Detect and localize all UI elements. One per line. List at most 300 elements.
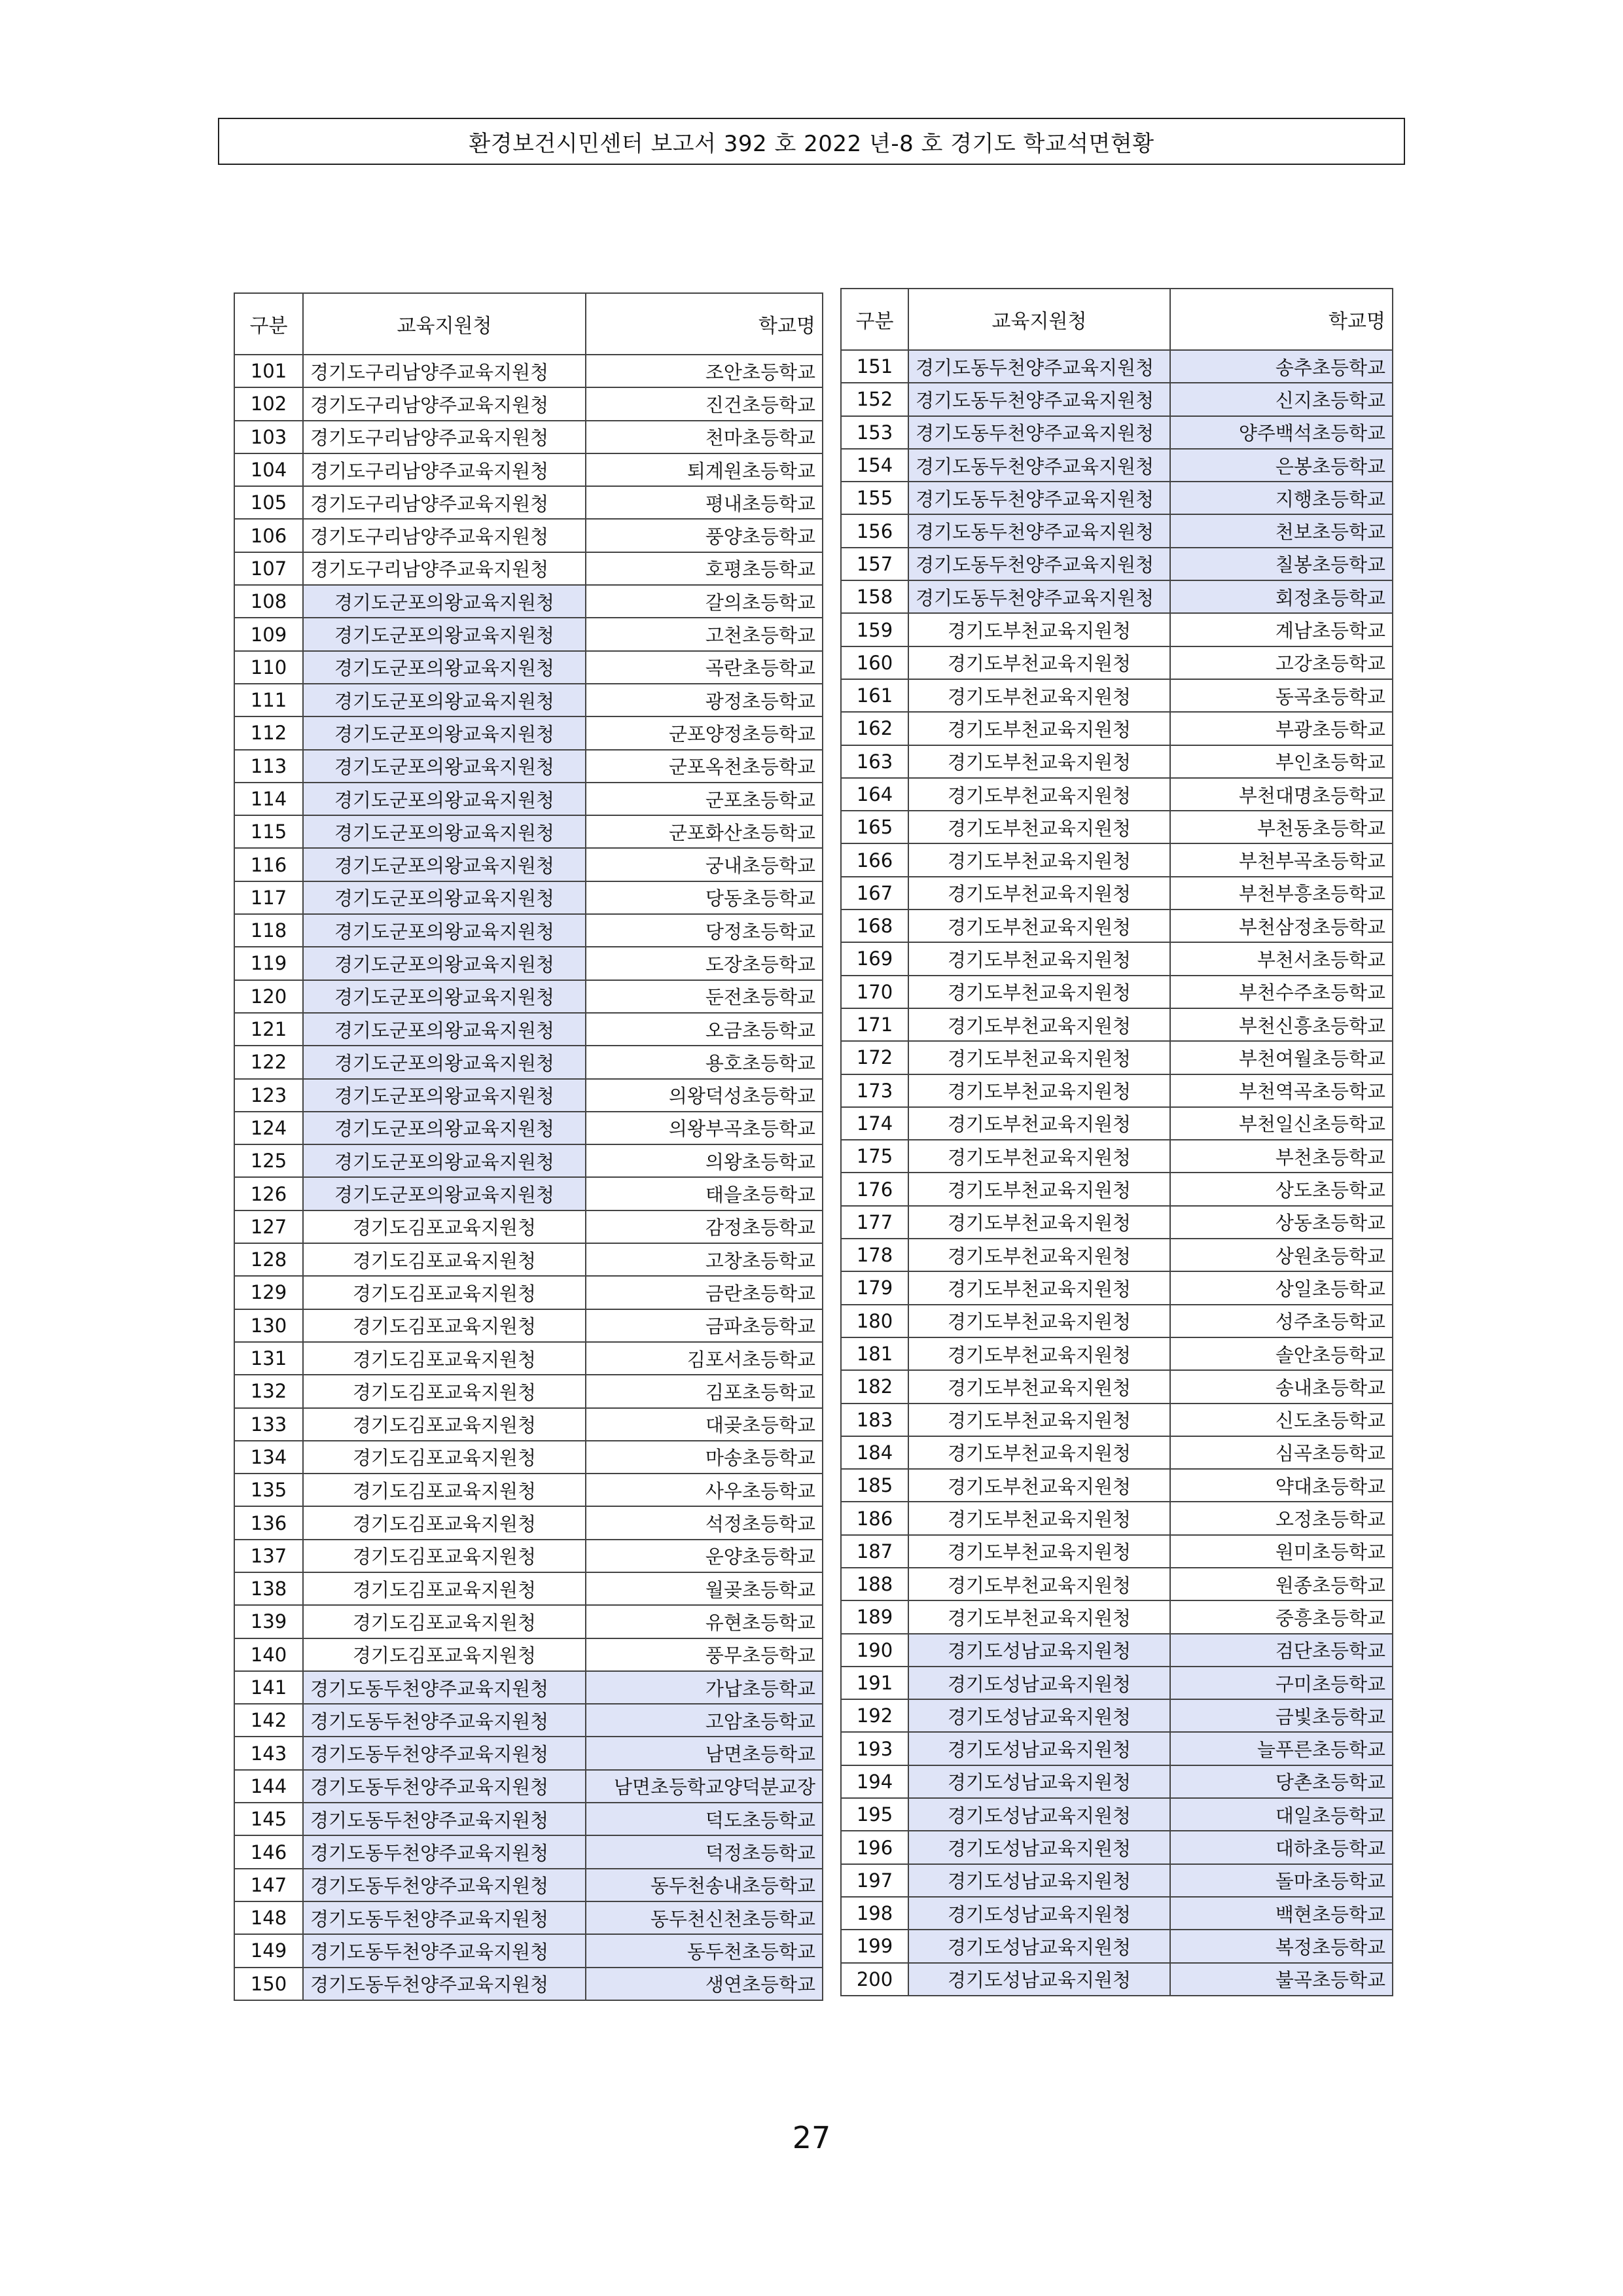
table-row — [234, 881, 823, 914]
table-row — [234, 1210, 823, 1243]
office-cell: 경기도동두천양주교육지원청 — [303, 1869, 586, 1901]
office-cell: 경기도동두천양주교육지원청 — [303, 1901, 586, 1934]
row-number: 156 — [841, 514, 908, 547]
row-number: 132 — [234, 1375, 303, 1407]
office-cell: 경기도성남교육지원청 — [908, 1732, 1170, 1765]
table-row — [234, 716, 823, 749]
row-number: 157 — [841, 548, 908, 580]
table-row — [841, 1667, 1393, 1699]
office-cell: 경기도성남교육지원청 — [908, 1831, 1170, 1863]
row-number: 143 — [234, 1737, 303, 1769]
table-row — [234, 618, 823, 650]
table-row — [234, 651, 823, 684]
office-cell: 경기도부천교육지원청 — [908, 1370, 1170, 1403]
row-number: 117 — [234, 881, 303, 914]
school-cell: 감정초등학교 — [586, 1210, 823, 1243]
school-cell: 당정초등학교 — [586, 914, 823, 947]
school-cell: 중흥초등학교 — [1170, 1600, 1393, 1633]
office-cell: 경기도부천교육지원청 — [908, 1404, 1170, 1436]
school-cell: 곡란초등학교 — [586, 651, 823, 684]
row-number: 165 — [841, 811, 908, 843]
school-cell: 부천서초등학교 — [1170, 942, 1393, 975]
school-cell: 당촌초등학교 — [1170, 1765, 1393, 1798]
school-cell: 덕정초등학교 — [586, 1835, 823, 1868]
row-number: 121 — [234, 1013, 303, 1046]
office-cell: 경기도김포교육지원청 — [303, 1506, 586, 1539]
column-header-school: 학교명 — [586, 293, 823, 355]
table-row — [841, 1041, 1393, 1074]
row-number: 140 — [234, 1638, 303, 1671]
table-row — [234, 1934, 823, 1967]
row-number: 184 — [841, 1436, 908, 1469]
office-cell: 경기도김포교육지원청 — [303, 1375, 586, 1407]
office-cell: 경기도군포의왕교육지원청 — [303, 585, 586, 618]
school-cell: 군포옥천초등학교 — [586, 750, 823, 783]
row-number: 176 — [841, 1173, 908, 1205]
school-cell: 군포초등학교 — [586, 783, 823, 815]
school-table-left — [234, 292, 823, 2001]
row-number: 159 — [841, 613, 908, 646]
office-cell: 경기도성남교육지원청 — [908, 1667, 1170, 1699]
office-cell: 경기도군포의왕교육지원청 — [303, 1144, 586, 1177]
table-row — [841, 383, 1393, 415]
row-number: 194 — [841, 1765, 908, 1798]
table-row — [841, 646, 1393, 679]
school-cell: 둔전초등학교 — [586, 980, 823, 1013]
office-cell: 경기도부천교육지원청 — [908, 1173, 1170, 1205]
office-cell: 경기도부천교육지원청 — [908, 1107, 1170, 1140]
office-cell: 경기도성남교육지원청 — [908, 1634, 1170, 1667]
table-row — [841, 580, 1393, 613]
row-number: 192 — [841, 1699, 908, 1732]
table-row — [841, 350, 1393, 383]
row-number: 175 — [841, 1140, 908, 1173]
office-cell: 경기도부천교육지원청 — [908, 1502, 1170, 1534]
row-number: 168 — [841, 910, 908, 942]
report-title: 환경보건시민센터 보고서 392 호 2022 년-8 호 경기도 학교석면현황 — [469, 130, 1154, 157]
office-cell: 경기도구리남양주교육지원청 — [303, 552, 586, 585]
table-row — [234, 815, 823, 848]
row-number: 155 — [841, 482, 908, 514]
row-number: 111 — [234, 684, 303, 716]
office-cell: 경기도동두천양주교육지원청 — [303, 1835, 586, 1868]
school-cell: 퇴계원초등학교 — [586, 453, 823, 486]
row-number: 128 — [234, 1243, 303, 1276]
office-cell: 경기도동두천양주교육지원청 — [908, 482, 1170, 514]
row-number: 181 — [841, 1337, 908, 1370]
office-cell: 경기도구리남양주교육지원청 — [303, 453, 586, 486]
office-cell: 경기도부천교육지원청 — [908, 745, 1170, 778]
school-cell: 부천역곡초등학교 — [1170, 1074, 1393, 1107]
school-cell: 부광초등학교 — [1170, 712, 1393, 745]
table-row — [841, 548, 1393, 580]
office-cell: 경기도구리남양주교육지원청 — [303, 519, 586, 552]
school-cell: 불곡초등학교 — [1170, 1963, 1393, 1996]
row-number: 136 — [234, 1506, 303, 1539]
row-number: 141 — [234, 1671, 303, 1704]
office-cell: 경기도성남교육지원청 — [908, 1864, 1170, 1897]
table-row — [234, 1309, 823, 1342]
row-number: 166 — [841, 843, 908, 876]
school-cell: 원종초등학교 — [1170, 1568, 1393, 1600]
office-cell: 경기도김포교육지원청 — [303, 1638, 586, 1671]
table-row — [234, 1079, 823, 1112]
school-cell: 고창초등학교 — [586, 1243, 823, 1276]
school-cell: 금빛초등학교 — [1170, 1699, 1393, 1732]
school-cell: 김포서초등학교 — [586, 1342, 823, 1375]
office-cell: 경기도부천교육지원청 — [908, 1568, 1170, 1600]
office-cell: 경기도동두천양주교육지원청 — [908, 514, 1170, 547]
office-cell: 경기도부천교육지원청 — [908, 712, 1170, 745]
row-number: 114 — [234, 783, 303, 815]
row-number: 180 — [841, 1305, 908, 1337]
row-number: 119 — [234, 947, 303, 980]
row-number: 133 — [234, 1408, 303, 1441]
table-row — [234, 1144, 823, 1177]
office-cell: 경기도부천교육지원청 — [908, 1305, 1170, 1337]
school-cell: 상도초등학교 — [1170, 1173, 1393, 1205]
school-cell: 김포초등학교 — [586, 1375, 823, 1407]
office-cell: 경기도군포의왕교육지원청 — [303, 1013, 586, 1046]
table-row — [841, 1502, 1393, 1534]
row-number: 162 — [841, 712, 908, 745]
table-row — [234, 1605, 823, 1638]
office-cell: 경기도구리남양주교육지원청 — [303, 486, 586, 519]
office-cell: 경기도부천교육지원청 — [908, 942, 1170, 975]
school-cell: 약대초등학교 — [1170, 1469, 1393, 1502]
row-number: 104 — [234, 453, 303, 486]
table-row — [841, 1600, 1393, 1633]
office-cell: 경기도부천교육지원청 — [908, 1074, 1170, 1107]
office-cell: 경기도구리남양주교육지원청 — [303, 355, 586, 387]
table-row — [234, 486, 823, 519]
school-cell: 검단초등학교 — [1170, 1634, 1393, 1667]
row-number: 109 — [234, 618, 303, 650]
office-cell: 경기도군포의왕교육지원청 — [303, 651, 586, 684]
row-number: 178 — [841, 1239, 908, 1271]
table-row — [234, 1901, 823, 1934]
row-number: 160 — [841, 646, 908, 679]
row-number: 108 — [234, 585, 303, 618]
school-cell: 부천동초등학교 — [1170, 811, 1393, 843]
table-row — [234, 1968, 823, 2000]
table-row — [234, 848, 823, 881]
office-cell: 경기도김포교육지원청 — [303, 1276, 586, 1309]
table-row — [841, 1798, 1393, 1831]
school-cell: 부천일신초등학교 — [1170, 1107, 1393, 1140]
school-cell: 부천초등학교 — [1170, 1140, 1393, 1173]
row-number: 200 — [841, 1963, 908, 1996]
office-cell: 경기도성남교육지원청 — [908, 1930, 1170, 1962]
school-cell: 은봉초등학교 — [1170, 449, 1393, 482]
school-cell: 부천부곡초등학교 — [1170, 843, 1393, 876]
school-cell: 복정초등학교 — [1170, 1930, 1393, 1962]
row-number: 167 — [841, 877, 908, 910]
table-row — [841, 1568, 1393, 1600]
row-number: 137 — [234, 1540, 303, 1572]
office-cell: 경기도성남교육지원청 — [908, 1798, 1170, 1831]
table-row — [234, 750, 823, 783]
office-cell: 경기도성남교육지원청 — [908, 1897, 1170, 1930]
table-row — [234, 1375, 823, 1407]
office-cell: 경기도김포교육지원청 — [303, 1309, 586, 1342]
row-number: 172 — [841, 1041, 908, 1074]
school-cell: 심곡초등학교 — [1170, 1436, 1393, 1469]
row-number: 173 — [841, 1074, 908, 1107]
office-cell: 경기도김포교육지원청 — [303, 1408, 586, 1441]
row-number: 106 — [234, 519, 303, 552]
school-cell: 가납초등학교 — [586, 1671, 823, 1704]
row-number: 115 — [234, 815, 303, 848]
school-cell: 용호초등학교 — [586, 1046, 823, 1078]
table-row — [234, 1869, 823, 1901]
row-number: 179 — [841, 1271, 908, 1304]
office-cell: 경기도김포교육지원청 — [303, 1572, 586, 1605]
table-row — [234, 1540, 823, 1572]
office-cell: 경기도부천교육지원청 — [908, 1041, 1170, 1074]
column-header-no: 구분 — [841, 289, 908, 350]
row-number: 191 — [841, 1667, 908, 1699]
office-cell: 경기도구리남양주교육지원청 — [303, 421, 586, 453]
table-row — [234, 1441, 823, 1474]
table-row — [234, 1408, 823, 1441]
office-cell: 경기도동두천양주교육지원청 — [908, 449, 1170, 482]
column-header-office: 교육지원청 — [908, 289, 1170, 350]
table-row — [841, 1140, 1393, 1173]
office-cell: 경기도동두천양주교육지원청 — [303, 1803, 586, 1835]
table-row — [234, 947, 823, 980]
office-cell: 경기도동두천양주교육지원청 — [908, 383, 1170, 415]
row-number: 195 — [841, 1798, 908, 1831]
office-cell: 경기도부천교육지원청 — [908, 613, 1170, 646]
school-cell: 유현초등학교 — [586, 1605, 823, 1638]
office-cell: 경기도동두천양주교육지원청 — [908, 416, 1170, 449]
school-cell: 덕도초등학교 — [586, 1803, 823, 1835]
office-cell: 경기도부천교육지원청 — [908, 1535, 1170, 1568]
office-cell: 경기도동두천양주교육지원청 — [303, 1704, 586, 1737]
page-number: 27 — [792, 2120, 831, 2155]
school-cell: 동두천송내초등학교 — [586, 1869, 823, 1901]
office-cell: 경기도부천교육지원청 — [908, 679, 1170, 712]
row-number: 112 — [234, 716, 303, 749]
table-row — [841, 1699, 1393, 1732]
office-cell: 경기도동두천양주교육지원청 — [303, 1770, 586, 1803]
school-cell: 운양초등학교 — [586, 1540, 823, 1572]
school-cell: 신지초등학교 — [1170, 383, 1393, 415]
row-number: 129 — [234, 1276, 303, 1309]
school-cell: 궁내초등학교 — [586, 848, 823, 881]
school-cell: 성주초등학교 — [1170, 1305, 1393, 1337]
school-cell: 금파초등학교 — [586, 1309, 823, 1342]
table-row — [841, 1107, 1393, 1140]
table-row — [234, 1803, 823, 1835]
row-number: 170 — [841, 976, 908, 1008]
table-row — [841, 1008, 1393, 1041]
row-number: 193 — [841, 1732, 908, 1765]
column-header-no: 구분 — [234, 293, 303, 355]
table-row — [841, 712, 1393, 745]
row-number: 163 — [841, 745, 908, 778]
row-number: 199 — [841, 1930, 908, 1962]
school-cell: 송내초등학교 — [1170, 1370, 1393, 1403]
row-number: 125 — [234, 1144, 303, 1177]
row-number: 164 — [841, 778, 908, 811]
office-cell: 경기도동두천양주교육지원청 — [908, 548, 1170, 580]
school-cell: 광정초등학교 — [586, 684, 823, 716]
school-cell: 평내초등학교 — [586, 486, 823, 519]
row-number: 158 — [841, 580, 908, 613]
table-row — [841, 910, 1393, 942]
office-cell: 경기도군포의왕교육지원청 — [303, 848, 586, 881]
school-cell: 동두천신천초등학교 — [586, 1901, 823, 1934]
table-row — [841, 613, 1393, 646]
office-cell: 경기도부천교육지원청 — [908, 1271, 1170, 1304]
row-number: 124 — [234, 1112, 303, 1144]
table-row — [234, 387, 823, 420]
table-row — [841, 1271, 1393, 1304]
table-row — [841, 942, 1393, 975]
row-number: 188 — [841, 1568, 908, 1600]
school-cell: 계남초등학교 — [1170, 613, 1393, 646]
table-row — [841, 1239, 1393, 1271]
row-number: 197 — [841, 1864, 908, 1897]
row-number: 174 — [841, 1107, 908, 1140]
school-cell: 생연초등학교 — [586, 1968, 823, 2000]
school-cell: 부천신흥초등학교 — [1170, 1008, 1393, 1041]
school-cell: 백현초등학교 — [1170, 1897, 1393, 1930]
school-cell: 상동초등학교 — [1170, 1206, 1393, 1239]
office-cell: 경기도구리남양주교육지원청 — [303, 387, 586, 420]
row-number: 161 — [841, 679, 908, 712]
row-number: 189 — [841, 1600, 908, 1633]
school-cell: 대하초등학교 — [1170, 1831, 1393, 1863]
school-cell: 상원초등학교 — [1170, 1239, 1393, 1271]
school-cell: 천마초등학교 — [586, 421, 823, 453]
row-number: 144 — [234, 1770, 303, 1803]
row-number: 182 — [841, 1370, 908, 1403]
office-cell: 경기도군포의왕교육지원청 — [303, 947, 586, 980]
office-cell: 경기도군포의왕교육지원청 — [303, 1177, 586, 1210]
table-row — [234, 783, 823, 815]
office-cell: 경기도김포교육지원청 — [303, 1605, 586, 1638]
table-row — [841, 1831, 1393, 1863]
table-row — [841, 1074, 1393, 1107]
row-number: 139 — [234, 1605, 303, 1638]
school-cell: 양주백석초등학교 — [1170, 416, 1393, 449]
school-cell: 회정초등학교 — [1170, 580, 1393, 613]
office-cell: 경기도부천교육지원청 — [908, 910, 1170, 942]
row-number: 130 — [234, 1309, 303, 1342]
school-cell: 고천초등학교 — [586, 618, 823, 650]
office-cell: 경기도부천교육지원청 — [908, 1239, 1170, 1271]
table-row — [234, 1046, 823, 1078]
school-cell: 고강초등학교 — [1170, 646, 1393, 679]
office-cell: 경기도부천교육지원청 — [908, 843, 1170, 876]
office-cell: 경기도동두천양주교육지원청 — [908, 350, 1170, 383]
row-number: 138 — [234, 1572, 303, 1605]
office-cell: 경기도성남교육지원청 — [908, 1765, 1170, 1798]
table-row — [841, 514, 1393, 547]
school-cell: 부천대명초등학교 — [1170, 778, 1393, 811]
office-cell: 경기도부천교육지원청 — [908, 778, 1170, 811]
school-table-right — [840, 288, 1393, 1996]
table-row — [234, 1835, 823, 1868]
office-cell: 경기도군포의왕교육지원청 — [303, 881, 586, 914]
office-cell: 경기도부천교육지원청 — [908, 1469, 1170, 1502]
school-cell: 갈의초등학교 — [586, 585, 823, 618]
school-cell: 의왕초등학교 — [586, 1144, 823, 1177]
table-row — [841, 1535, 1393, 1568]
table-header-row — [234, 293, 823, 355]
table-row — [841, 1337, 1393, 1370]
row-number: 101 — [234, 355, 303, 387]
school-cell: 의왕부곡초등학교 — [586, 1112, 823, 1144]
office-cell: 경기도부천교육지원청 — [908, 1140, 1170, 1173]
table-row — [841, 976, 1393, 1008]
row-number: 113 — [234, 750, 303, 783]
office-cell: 경기도군포의왕교육지원청 — [303, 980, 586, 1013]
school-cell: 도장초등학교 — [586, 947, 823, 980]
office-cell: 경기도성남교육지원청 — [908, 1963, 1170, 1996]
office-cell: 경기도부천교육지원청 — [908, 646, 1170, 679]
school-cell: 부천수주초등학교 — [1170, 976, 1393, 1008]
office-cell: 경기도동두천양주교육지원청 — [303, 1934, 586, 1967]
table-row — [841, 1404, 1393, 1436]
row-number: 105 — [234, 486, 303, 519]
school-cell: 군포화산초등학교 — [586, 815, 823, 848]
office-cell: 경기도군포의왕교육지원청 — [303, 914, 586, 947]
office-cell: 경기도김포교육지원청 — [303, 1342, 586, 1375]
office-cell: 경기도부천교육지원청 — [908, 1008, 1170, 1041]
school-cell: 대곶초등학교 — [586, 1408, 823, 1441]
school-cell: 풍무초등학교 — [586, 1638, 823, 1671]
table-row — [234, 585, 823, 618]
table-row — [234, 980, 823, 1013]
row-number: 151 — [841, 350, 908, 383]
school-cell: 조안초등학교 — [586, 355, 823, 387]
table-row — [841, 811, 1393, 843]
office-cell: 경기도동두천양주교육지원청 — [303, 1968, 586, 2000]
table-row — [234, 1276, 823, 1309]
school-cell: 마송초등학교 — [586, 1441, 823, 1474]
table-row — [841, 1963, 1393, 1996]
table-row — [234, 1638, 823, 1671]
school-cell: 월곶초등학교 — [586, 1572, 823, 1605]
row-number: 154 — [841, 449, 908, 482]
school-cell: 군포양정초등학교 — [586, 716, 823, 749]
row-number: 118 — [234, 914, 303, 947]
school-cell: 솔안초등학교 — [1170, 1337, 1393, 1370]
school-cell: 호평초등학교 — [586, 552, 823, 585]
table-row — [234, 1770, 823, 1803]
table-row — [234, 1704, 823, 1737]
column-header-office: 교육지원청 — [303, 293, 586, 355]
office-cell: 경기도김포교육지원청 — [303, 1210, 586, 1243]
row-number: 102 — [234, 387, 303, 420]
table-row — [234, 1737, 823, 1769]
table-row — [841, 745, 1393, 778]
school-cell: 당동초등학교 — [586, 881, 823, 914]
school-cell: 오정초등학교 — [1170, 1502, 1393, 1534]
row-number: 183 — [841, 1404, 908, 1436]
school-cell: 고암초등학교 — [586, 1704, 823, 1737]
school-cell: 오금초등학교 — [586, 1013, 823, 1046]
row-number: 142 — [234, 1704, 303, 1737]
row-number: 177 — [841, 1206, 908, 1239]
office-cell: 경기도부천교육지원청 — [908, 1436, 1170, 1469]
row-number: 146 — [234, 1835, 303, 1868]
row-number: 152 — [841, 383, 908, 415]
